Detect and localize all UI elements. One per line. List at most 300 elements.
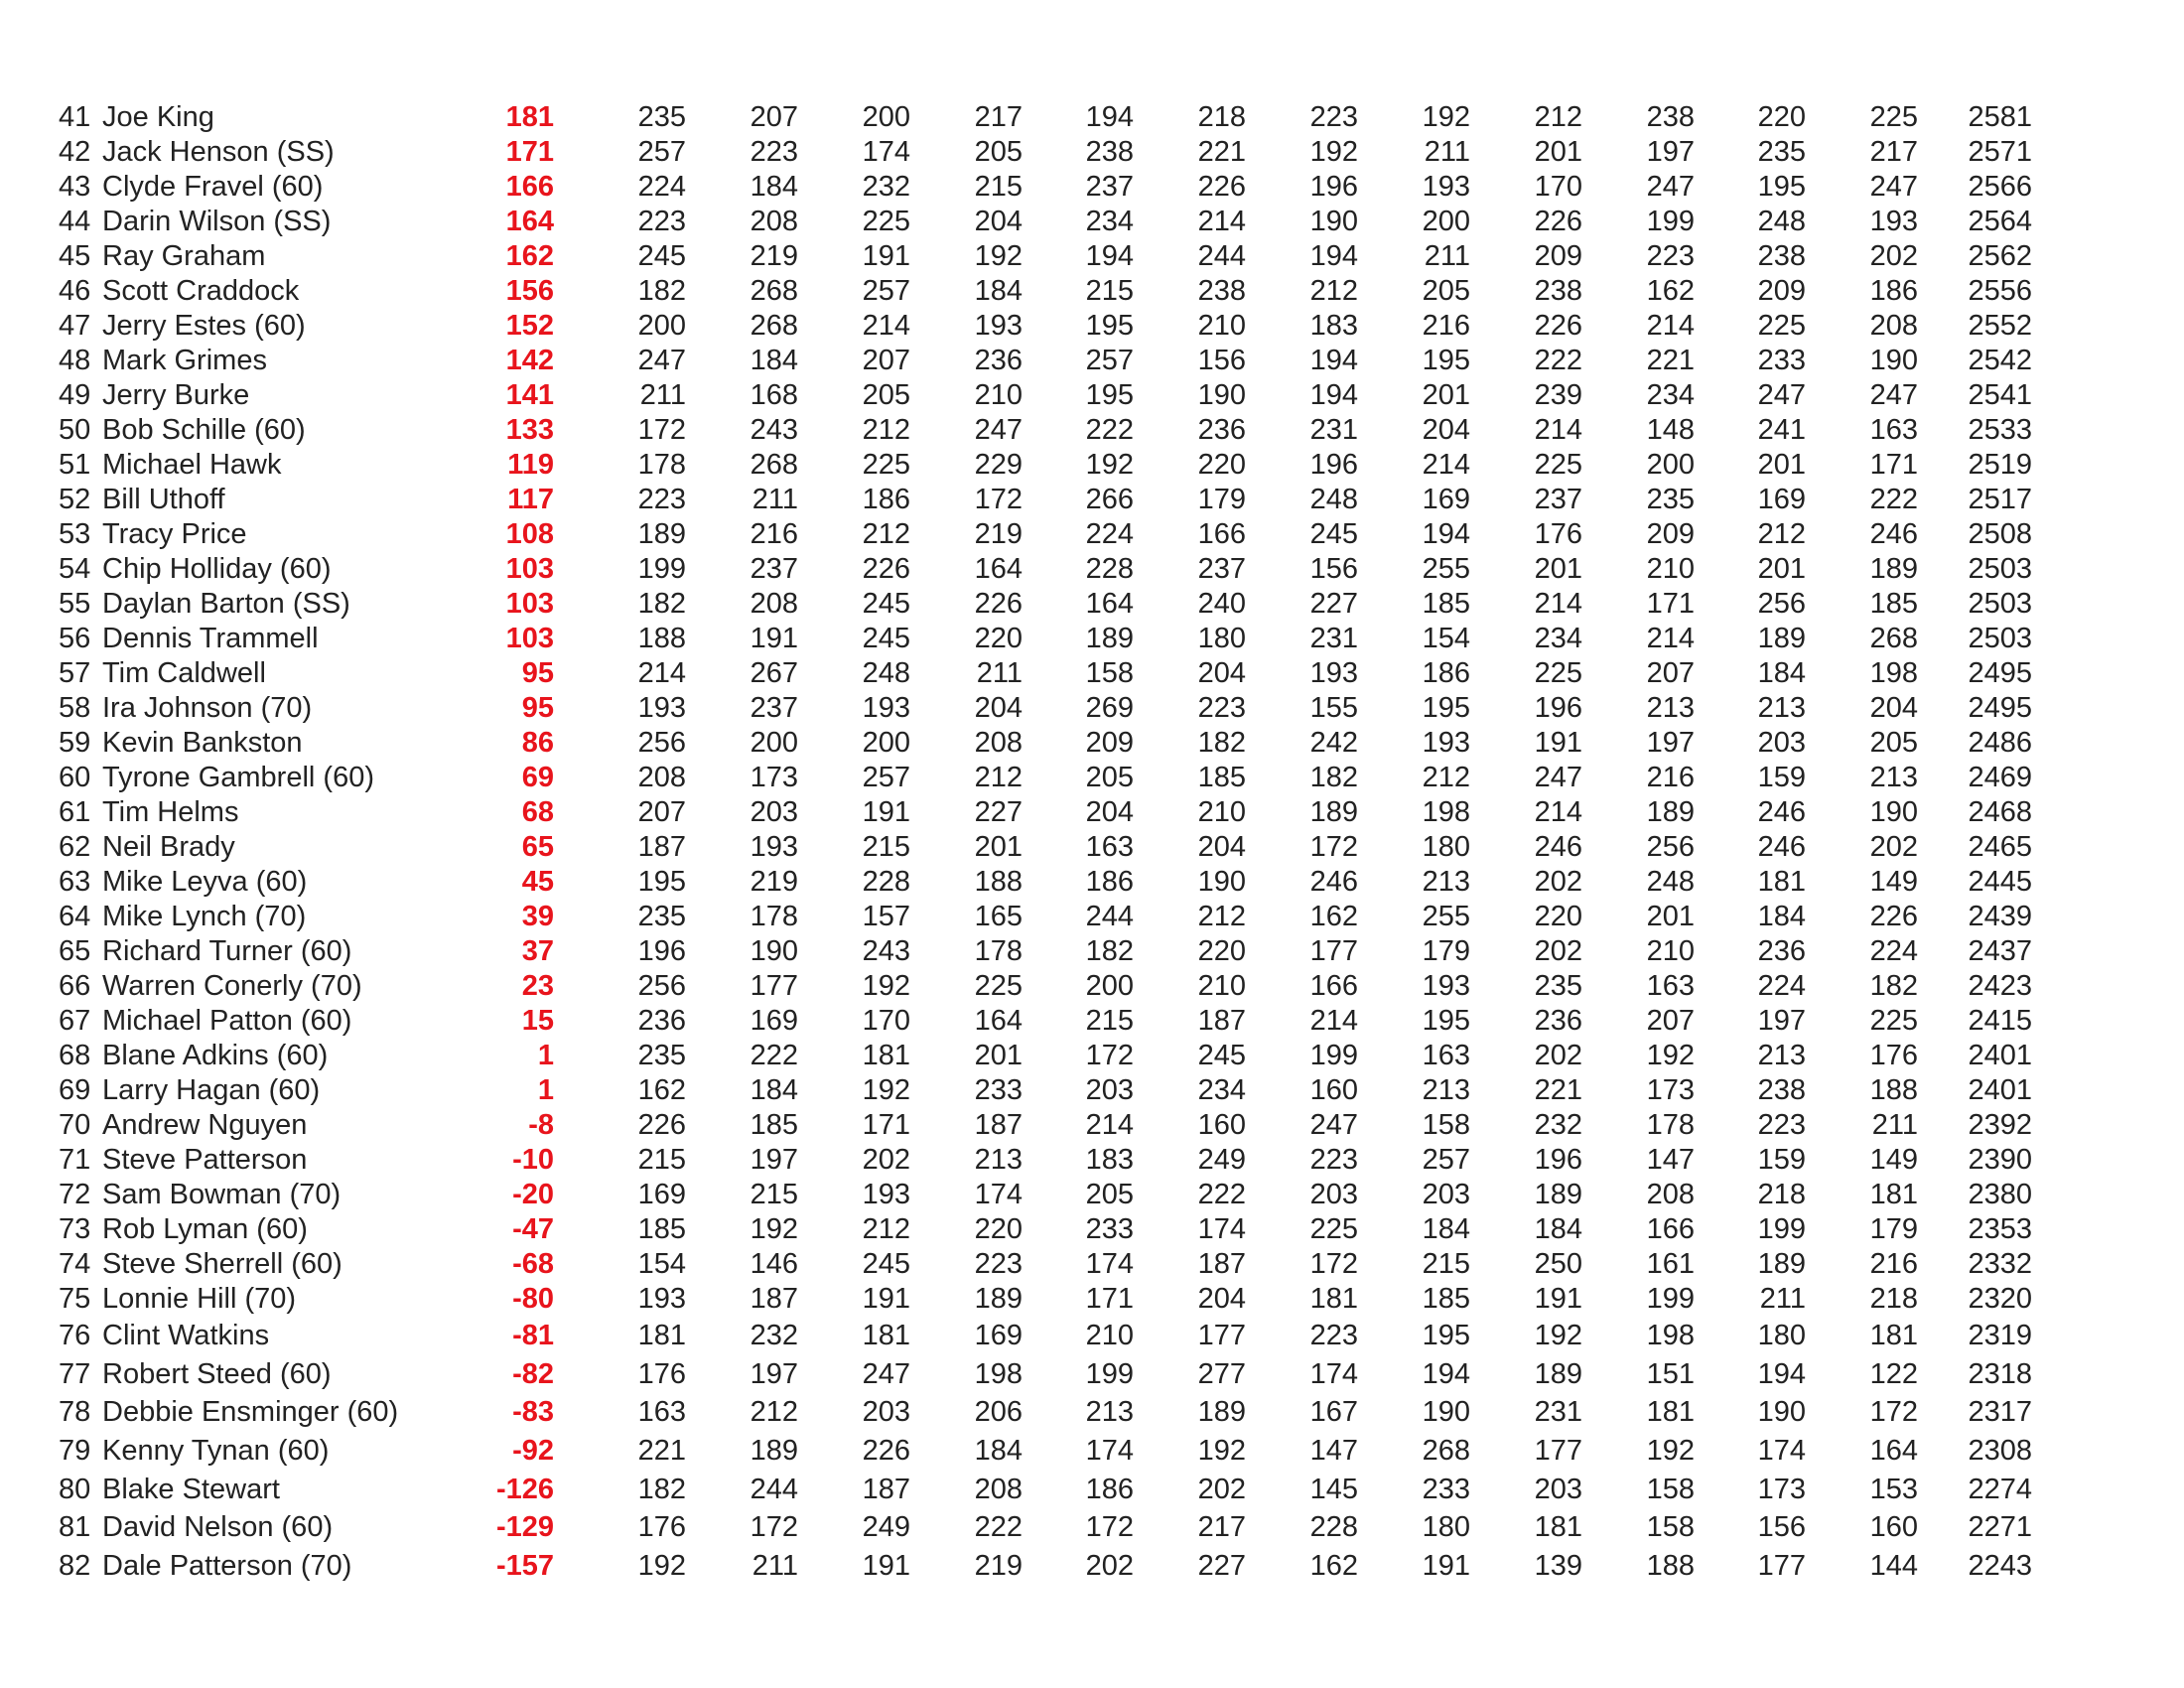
bowler-name-cell: Darin Wilson (SS)	[102, 206, 332, 237]
game-score-cell: 222	[1869, 484, 1918, 515]
game-score-cell: 156	[1309, 553, 1358, 585]
game-score-cell: 151	[1646, 1357, 1695, 1390]
game-score-cell: 185	[1197, 762, 1246, 793]
rank-cell: 60	[59, 762, 91, 793]
game-score-cell: 185	[1422, 1283, 1470, 1315]
rank-cell: 42	[59, 136, 91, 168]
game-score-cell: 181	[862, 1040, 910, 1071]
bowler-name-cell: Chip Holliday (60)	[102, 553, 332, 585]
game-score-cell: 237	[1534, 484, 1582, 515]
total-cell: 2319	[1968, 1320, 2032, 1351]
table-row	[0, 1317, 2184, 1355]
game-score-cell: 231	[1309, 623, 1358, 654]
total-cell: 2401	[1968, 1040, 2032, 1071]
table-row	[0, 378, 2184, 413]
game-score-cell: 214	[1085, 1109, 1134, 1141]
game-score-cell: 187	[750, 1283, 798, 1315]
game-score-cell: 184	[750, 345, 798, 376]
game-score-cell: 235	[1534, 970, 1582, 1002]
game-score-cell: 198	[974, 1357, 1023, 1390]
game-score-cell: 202	[1869, 240, 1918, 272]
bowler-name-cell: Tim Caldwell	[102, 657, 266, 689]
game-score-cell: 188	[974, 866, 1023, 898]
bowler-name-cell: Kenny Tynan (60)	[102, 1435, 330, 1468]
game-score-cell: 159	[1757, 762, 1806, 793]
game-score-cell: 212	[862, 1213, 910, 1245]
game-score-cell: 174	[1197, 1213, 1246, 1245]
differential-cell: 86	[521, 727, 554, 759]
table-row	[0, 1393, 2184, 1432]
game-score-cell: 180	[1197, 623, 1246, 654]
bowler-name-cell: Bob Schille (60)	[102, 414, 306, 446]
differential-cell: -126	[495, 1473, 554, 1505]
total-cell: 2519	[1968, 449, 2032, 481]
game-score-cell: 226	[1534, 206, 1582, 237]
game-score-cell: 205	[1085, 1179, 1134, 1210]
game-score-cell: 212	[862, 414, 910, 446]
game-score-cell: 214	[1422, 449, 1470, 481]
table-row	[0, 1004, 2184, 1039]
game-score-cell: 256	[637, 970, 686, 1002]
game-score-cell: 267	[750, 657, 798, 689]
game-score-cell: 153	[1869, 1473, 1918, 1505]
game-score-cell: 189	[750, 1435, 798, 1468]
bowler-name-cell: Clyde Fravel (60)	[102, 171, 324, 203]
game-score-cell: 189	[974, 1283, 1023, 1315]
table-row	[0, 135, 2184, 170]
game-score-cell: 228	[862, 866, 910, 898]
game-score-cell: 185	[1422, 588, 1470, 620]
game-score-cell: 184	[974, 1435, 1023, 1468]
table-row	[0, 344, 2184, 378]
total-cell: 2445	[1968, 866, 2032, 898]
game-score-cell: 184	[1534, 1213, 1582, 1245]
bowler-name-cell: Daylan Barton (SS)	[102, 588, 350, 620]
game-score-cell: 204	[1197, 657, 1246, 689]
game-score-cell: 180	[1757, 1320, 1806, 1351]
total-cell: 2392	[1968, 1109, 2032, 1141]
game-score-cell: 205	[1422, 275, 1470, 307]
game-score-cell: 172	[1869, 1396, 1918, 1429]
differential-cell: -10	[512, 1144, 554, 1176]
total-cell: 2380	[1968, 1179, 2032, 1210]
rank-cell: 61	[59, 796, 91, 828]
bowler-name-cell: Warren Conerly (70)	[102, 970, 362, 1002]
game-score-cell: 200	[862, 101, 910, 133]
game-score-cell: 202	[1534, 866, 1582, 898]
game-score-cell: 202	[1197, 1473, 1246, 1505]
bowler-name-cell: Jerry Burke	[102, 379, 250, 411]
game-score-cell: 172	[1085, 1040, 1134, 1071]
game-score-cell: 223	[637, 206, 686, 237]
table-row	[0, 1212, 2184, 1247]
differential-cell: -83	[512, 1396, 554, 1429]
game-score-cell: 214	[1646, 623, 1695, 654]
game-score-cell: 199	[1085, 1357, 1134, 1390]
game-score-cell: 248	[1309, 484, 1358, 515]
game-score-cell: 211	[751, 484, 798, 515]
game-score-cell: 177	[750, 970, 798, 1002]
game-score-cell: 177	[1309, 935, 1358, 967]
differential-cell: 103	[505, 623, 554, 654]
game-score-cell: 238	[1534, 275, 1582, 307]
game-score-cell: 190	[1869, 796, 1918, 828]
differential-cell: 65	[521, 831, 554, 863]
game-score-cell: 174	[1309, 1357, 1358, 1390]
game-score-cell: 237	[1085, 171, 1134, 203]
game-score-cell: 170	[1534, 171, 1582, 203]
game-score-cell: 223	[1646, 240, 1695, 272]
game-score-cell: 233	[974, 1074, 1023, 1106]
game-score-cell: 189	[1085, 623, 1134, 654]
game-score-cell: 234	[1085, 206, 1134, 237]
table-row	[0, 830, 2184, 865]
rank-cell: 72	[59, 1179, 91, 1210]
total-cell: 2308	[1968, 1435, 2032, 1468]
game-score-cell: 212	[1534, 101, 1582, 133]
game-score-cell: 187	[974, 1109, 1023, 1141]
game-score-cell: 192	[1197, 1435, 1246, 1468]
game-score-cell: 169	[1422, 484, 1470, 515]
game-score-cell: 184	[1757, 901, 1806, 932]
table-row	[0, 274, 2184, 309]
table-row	[0, 483, 2184, 517]
game-score-cell: 266	[1085, 484, 1134, 515]
differential-cell: 39	[521, 901, 554, 932]
bowler-name-cell: Michael Patton (60)	[102, 1005, 352, 1037]
game-score-cell: 206	[974, 1396, 1023, 1429]
game-score-cell: 212	[1197, 901, 1246, 932]
game-score-cell: 165	[974, 901, 1023, 932]
game-score-cell: 186	[1869, 275, 1918, 307]
game-score-cell: 172	[1309, 1248, 1358, 1280]
game-score-cell: 204	[1197, 831, 1246, 863]
game-score-cell: 209	[1646, 518, 1695, 550]
game-score-cell: 212	[750, 1396, 798, 1429]
game-score-cell: 200	[1646, 449, 1695, 481]
game-score-cell: 213	[1422, 866, 1470, 898]
game-score-cell: 189	[1197, 1396, 1246, 1429]
game-score-cell: 191	[862, 1283, 910, 1315]
game-score-cell: 246	[1534, 831, 1582, 863]
game-score-cell: 193	[1422, 727, 1470, 759]
bowler-name-cell: David Nelson (60)	[102, 1511, 334, 1544]
game-score-cell: 226	[974, 588, 1023, 620]
game-score-cell: 163	[1422, 1040, 1470, 1071]
total-cell: 2469	[1968, 762, 2032, 793]
table-row	[0, 656, 2184, 691]
game-score-cell: 257	[862, 275, 910, 307]
game-score-cell: 197	[1646, 727, 1695, 759]
game-score-cell: 181	[637, 1320, 686, 1351]
game-score-cell: 225	[1534, 449, 1582, 481]
rank-cell: 67	[59, 1005, 91, 1037]
game-score-cell: 170	[862, 1005, 910, 1037]
game-score-cell: 219	[750, 240, 798, 272]
game-score-cell: 200	[1422, 206, 1470, 237]
game-score-cell: 195	[1422, 1005, 1470, 1037]
game-score-cell: 181	[1309, 1283, 1358, 1315]
game-score-cell: 223	[637, 484, 686, 515]
game-score-cell: 211	[1424, 136, 1470, 168]
game-score-cell: 179	[1422, 935, 1470, 967]
game-score-cell: 144	[1869, 1550, 1918, 1583]
game-score-cell: 225	[862, 206, 910, 237]
game-score-cell: 224	[1757, 970, 1806, 1002]
game-score-cell: 189	[1309, 796, 1358, 828]
differential-cell: 171	[505, 136, 554, 168]
game-score-cell: 178	[974, 935, 1023, 967]
game-score-cell: 177	[1197, 1320, 1246, 1351]
table-row	[0, 1355, 2184, 1394]
game-score-cell: 210	[1085, 1320, 1134, 1351]
game-score-cell: 245	[1309, 518, 1358, 550]
game-score-cell: 190	[1309, 206, 1358, 237]
game-score-cell: 204	[974, 692, 1023, 724]
game-score-cell: 202	[1534, 935, 1582, 967]
game-score-cell: 216	[1869, 1248, 1918, 1280]
game-score-cell: 199	[1646, 1283, 1695, 1315]
game-score-cell: 189	[1534, 1179, 1582, 1210]
rank-cell: 73	[59, 1213, 91, 1245]
game-score-cell: 247	[974, 414, 1023, 446]
bowler-name-cell: Blane Adkins (60)	[102, 1040, 329, 1071]
differential-cell: 103	[505, 588, 554, 620]
game-score-cell: 236	[974, 345, 1023, 376]
table-row	[0, 587, 2184, 622]
game-score-cell: 173	[750, 762, 798, 793]
game-score-cell: 193	[862, 692, 910, 724]
game-score-cell: 209	[1085, 727, 1134, 759]
game-score-cell: 213	[1869, 762, 1918, 793]
game-score-cell: 208	[637, 762, 686, 793]
game-score-cell: 211	[1759, 1283, 1806, 1315]
game-score-cell: 211	[639, 379, 686, 411]
table-row	[0, 517, 2184, 552]
game-score-cell: 149	[1869, 1144, 1918, 1176]
total-cell: 2320	[1968, 1283, 2032, 1315]
game-score-cell: 213	[1757, 692, 1806, 724]
game-score-cell: 268	[750, 449, 798, 481]
game-score-cell: 221	[1197, 136, 1246, 168]
table-row	[0, 865, 2184, 900]
game-score-cell: 196	[1534, 1144, 1582, 1176]
game-score-cell: 234	[1646, 379, 1695, 411]
game-score-cell: 223	[1309, 1320, 1358, 1351]
game-score-cell: 222	[1085, 414, 1134, 446]
game-score-cell: 224	[637, 171, 686, 203]
game-score-cell: 192	[1646, 1040, 1695, 1071]
game-score-cell: 217	[974, 101, 1023, 133]
game-score-cell: 202	[1869, 831, 1918, 863]
game-score-cell: 204	[1869, 692, 1918, 724]
game-score-cell: 248	[1757, 206, 1806, 237]
total-cell: 2317	[1968, 1396, 2032, 1429]
game-score-cell: 202	[1534, 1040, 1582, 1071]
game-score-cell: 217	[1197, 1511, 1246, 1544]
table-row	[0, 726, 2184, 761]
bowler-name-cell: Jack Henson (SS)	[102, 136, 335, 168]
game-score-cell: 188	[1869, 1074, 1918, 1106]
game-score-cell: 247	[1757, 379, 1806, 411]
table-row	[0, 1247, 2184, 1282]
rank-cell: 53	[59, 518, 91, 550]
bowler-name-cell: Joe King	[102, 101, 214, 133]
game-score-cell: 211	[751, 1550, 798, 1583]
game-score-cell: 215	[1085, 275, 1134, 307]
table-row	[0, 934, 2184, 969]
game-score-cell: 201	[1646, 901, 1695, 932]
game-score-cell: 163	[1869, 414, 1918, 446]
table-row	[0, 1508, 2184, 1547]
bowler-name-cell: Dennis Trammell	[102, 623, 319, 654]
differential-cell: -82	[512, 1357, 554, 1390]
game-score-cell: 204	[1197, 1283, 1246, 1315]
game-score-cell: 235	[637, 101, 686, 133]
game-score-cell: 238	[1757, 240, 1806, 272]
total-cell: 2508	[1968, 518, 2032, 550]
game-score-cell: 197	[750, 1144, 798, 1176]
game-score-cell: 201	[1422, 379, 1470, 411]
differential-cell: 95	[521, 692, 554, 724]
rank-cell: 71	[59, 1144, 91, 1176]
game-score-cell: 155	[1309, 692, 1358, 724]
game-score-cell: 214	[862, 310, 910, 342]
game-score-cell: 191	[1534, 1283, 1582, 1315]
game-score-cell: 214	[1534, 796, 1582, 828]
game-score-cell: 234	[1197, 1074, 1246, 1106]
game-score-cell: 154	[637, 1248, 686, 1280]
total-cell: 2581	[1968, 101, 2032, 133]
game-score-cell: 171	[1869, 449, 1918, 481]
game-score-cell: 197	[1646, 136, 1695, 168]
game-score-cell: 196	[1534, 692, 1582, 724]
game-score-cell: 226	[1534, 310, 1582, 342]
game-score-cell: 208	[750, 588, 798, 620]
game-score-cell: 214	[1534, 588, 1582, 620]
game-score-cell: 245	[1197, 1040, 1246, 1071]
game-score-cell: 193	[1869, 206, 1918, 237]
bowler-name-cell: Kevin Bankston	[102, 727, 303, 759]
game-score-cell: 247	[1646, 171, 1695, 203]
total-cell: 2465	[1968, 831, 2032, 863]
game-score-cell: 216	[1646, 762, 1695, 793]
standings-table	[0, 100, 2184, 1586]
game-score-cell: 212	[1422, 762, 1470, 793]
game-score-cell: 216	[1422, 310, 1470, 342]
game-score-cell: 156	[1757, 1511, 1806, 1544]
game-score-cell: 172	[750, 1511, 798, 1544]
game-score-cell: 212	[862, 518, 910, 550]
game-score-cell: 216	[750, 518, 798, 550]
game-score-cell: 219	[974, 518, 1023, 550]
game-score-cell: 268	[1422, 1435, 1470, 1468]
game-score-cell: 203	[862, 1396, 910, 1429]
game-score-cell: 196	[1309, 171, 1358, 203]
game-score-cell: 222	[1534, 345, 1582, 376]
game-score-cell: 162	[637, 1074, 686, 1106]
total-cell: 2564	[1968, 206, 2032, 237]
differential-cell: 141	[505, 379, 554, 411]
game-score-cell: 173	[1646, 1074, 1695, 1106]
differential-cell: 23	[521, 970, 554, 1002]
game-score-cell: 182	[637, 275, 686, 307]
game-score-cell: 207	[1646, 1005, 1695, 1037]
rank-cell: 80	[59, 1473, 91, 1505]
game-score-cell: 244	[750, 1473, 798, 1505]
differential-cell: 162	[505, 240, 554, 272]
game-score-cell: 198	[1646, 1320, 1695, 1351]
game-score-cell: 247	[862, 1357, 910, 1390]
total-cell: 2318	[1968, 1357, 2032, 1390]
game-score-cell: 194	[1309, 240, 1358, 272]
differential-cell: 119	[507, 449, 554, 481]
game-score-cell: 181	[1757, 866, 1806, 898]
game-score-cell: 199	[1646, 206, 1695, 237]
game-score-cell: 195	[1422, 692, 1470, 724]
game-score-cell: 186	[1422, 657, 1470, 689]
game-score-cell: 193	[974, 310, 1023, 342]
game-score-cell: 163	[1085, 831, 1134, 863]
game-score-cell: 189	[1869, 553, 1918, 585]
game-score-cell: 191	[862, 796, 910, 828]
differential-cell: 166	[505, 171, 554, 203]
total-cell: 2353	[1968, 1213, 2032, 1245]
table-row	[0, 900, 2184, 934]
rank-cell: 44	[59, 206, 91, 237]
game-score-cell: 214	[1534, 414, 1582, 446]
game-score-cell: 213	[1085, 1396, 1134, 1429]
game-score-cell: 240	[1197, 588, 1246, 620]
game-score-cell: 194	[1085, 240, 1134, 272]
game-score-cell: 238	[1757, 1074, 1806, 1106]
game-score-cell: 223	[1757, 1109, 1806, 1141]
rank-cell: 74	[59, 1248, 91, 1280]
table-row	[0, 239, 2184, 274]
game-score-cell: 146	[750, 1248, 798, 1280]
bowler-name-cell: Debbie Ensminger (60)	[102, 1396, 399, 1429]
game-score-cell: 200	[862, 727, 910, 759]
game-score-cell: 238	[1646, 101, 1695, 133]
game-score-cell: 139	[1534, 1550, 1582, 1583]
game-score-cell: 157	[862, 901, 910, 932]
rank-cell: 49	[59, 379, 91, 411]
game-score-cell: 204	[1422, 414, 1470, 446]
game-score-cell: 197	[1757, 1005, 1806, 1037]
game-score-cell: 229	[974, 449, 1023, 481]
game-score-cell: 225	[862, 449, 910, 481]
game-score-cell: 181	[1869, 1179, 1918, 1210]
game-score-cell: 222	[1197, 1179, 1246, 1210]
game-score-cell: 159	[1757, 1144, 1806, 1176]
rank-cell: 75	[59, 1283, 91, 1315]
game-score-cell: 190	[1197, 866, 1246, 898]
rank-cell: 66	[59, 970, 91, 1002]
total-cell: 2541	[1968, 379, 2032, 411]
table-row	[0, 1432, 2184, 1471]
game-score-cell: 226	[637, 1109, 686, 1141]
game-score-cell: 250	[1534, 1248, 1582, 1280]
game-score-cell: 244	[1197, 240, 1246, 272]
bowler-name-cell: Ray Graham	[102, 240, 266, 272]
game-score-cell: 205	[1085, 762, 1134, 793]
game-score-cell: 232	[862, 171, 910, 203]
game-score-cell: 241	[1757, 414, 1806, 446]
game-score-cell: 223	[1197, 692, 1246, 724]
game-score-cell: 181	[862, 1320, 910, 1351]
differential-cell: 37	[521, 935, 554, 967]
differential-cell: -8	[528, 1109, 554, 1141]
